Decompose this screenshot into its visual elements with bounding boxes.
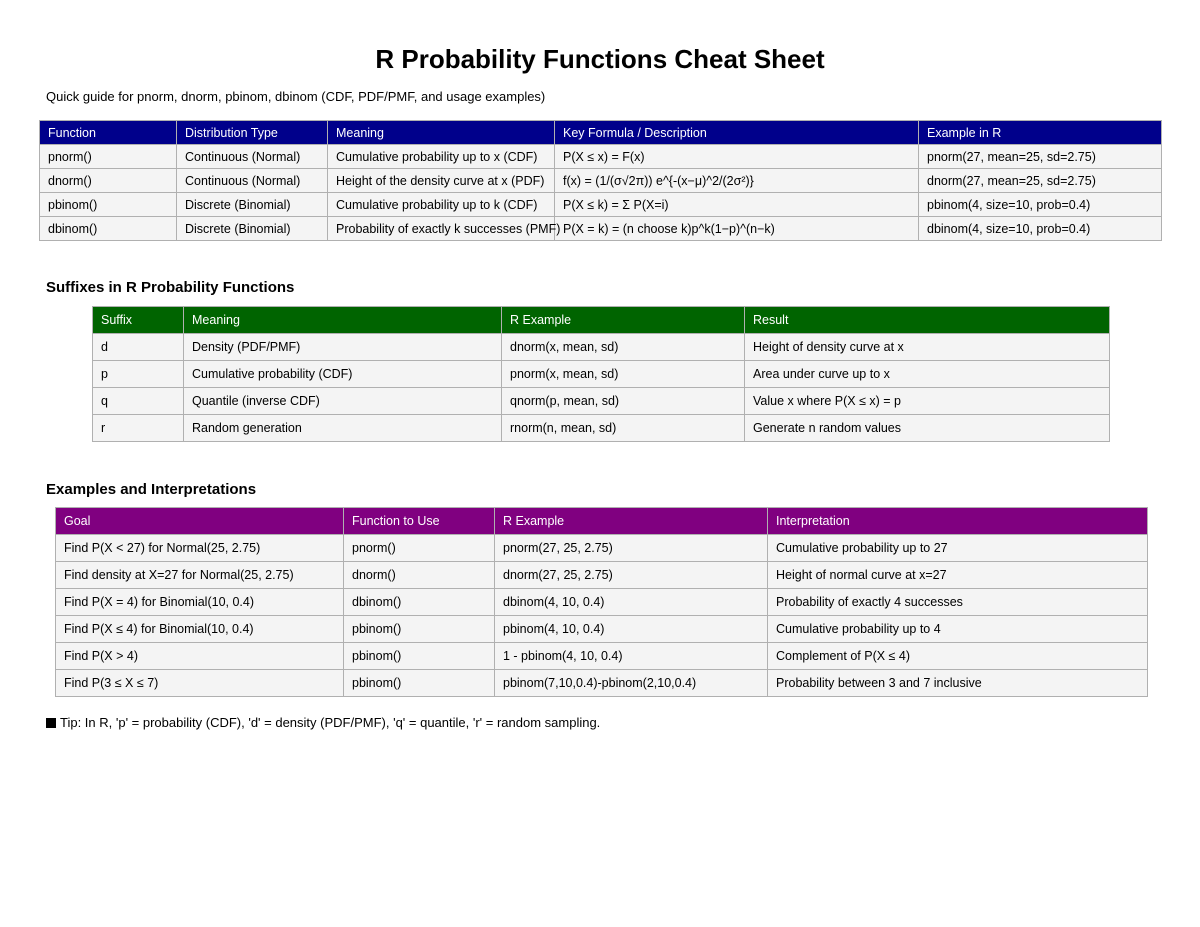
table-cell: Density (PDF/PMF) (184, 334, 502, 361)
header-cell: Key Formula / Description (555, 121, 919, 145)
table-cell: d (93, 334, 184, 361)
table-cell: Cumulative probability up to 27 (768, 535, 1148, 562)
table-row (93, 334, 1110, 361)
table-cell: Discrete (Binomial) (177, 217, 328, 241)
section-title-suffixes: Suffixes in R Probability Functions (46, 279, 295, 296)
table-cell: r (93, 415, 184, 442)
header-cell: Function (40, 121, 177, 145)
table-cell: Discrete (Binomial) (177, 193, 328, 217)
table-cell: Cumulative probability (CDF) (184, 361, 502, 388)
functions-header-row (40, 121, 1162, 145)
table-cell: Find density at X=27 for Normal(25, 2.75) (56, 562, 344, 589)
table-cell: rnorm(n, mean, sd) (502, 415, 745, 442)
table-cell: pnorm() (40, 145, 177, 169)
table-cell: Quantile (inverse CDF) (184, 388, 502, 415)
table-cell: Generate n random values (745, 415, 1110, 442)
header-cell: Meaning (184, 307, 502, 334)
table-row (56, 616, 1148, 643)
table-cell: Cumulative probability up to k (CDF) (328, 193, 555, 217)
table-cell: Find P(X = 4) for Binomial(10, 0.4) (56, 589, 344, 616)
table-cell: dnorm() (40, 169, 177, 193)
table-cell: dnorm() (344, 562, 495, 589)
table-cell: dbinom() (344, 589, 495, 616)
table-cell: dnorm(x, mean, sd) (502, 334, 745, 361)
table-cell: P(X ≤ k) = Σ P(X=i) (555, 193, 919, 217)
table-cell: pbinom(4, 10, 0.4) (495, 616, 768, 643)
table-row (93, 361, 1110, 388)
table-cell: f(x) = (1/(σ√2π)) e^{-(x−μ)^2/(2σ²)} (555, 169, 919, 193)
table-cell: Continuous (Normal) (177, 169, 328, 193)
table-cell: pbinom(7,10,0.4)-pbinom(2,10,0.4) (495, 670, 768, 697)
header-cell: Goal (56, 508, 344, 535)
table-cell: Cumulative probability up to 4 (768, 616, 1148, 643)
table-cell: Height of the density curve at x (PDF) (328, 169, 555, 193)
table-cell: Area under curve up to x (745, 361, 1110, 388)
table-cell: pnorm(27, mean=25, sd=2.75) (919, 145, 1162, 169)
table-row (56, 535, 1148, 562)
table-cell: Find P(3 ≤ X ≤ 7) (56, 670, 344, 697)
tip-text: Tip: In R, 'p' = probability (CDF), 'd' = density (PDF/PMF), 'q' = quantile, 'r' = random sampling. (60, 715, 601, 730)
table-cell: dbinom(4, size=10, prob=0.4) (919, 217, 1162, 241)
header-cell: Meaning (328, 121, 555, 145)
table-cell: qnorm(p, mean, sd) (502, 388, 745, 415)
table-cell: pnorm(x, mean, sd) (502, 361, 745, 388)
table-row (40, 169, 1162, 193)
table-cell: dbinom(4, 10, 0.4) (495, 589, 768, 616)
table-cell: dbinom() (40, 217, 177, 241)
table-cell: Height of density curve at x (745, 334, 1110, 361)
table-cell: Probability of exactly k successes (PMF) (328, 217, 555, 241)
table-cell: P(X = k) = (n choose k)p^k(1−p)^(n−k) (555, 217, 919, 241)
header-cell: Example in R (919, 121, 1162, 145)
table-cell: P(X ≤ x) = F(x) (555, 145, 919, 169)
table-cell: dnorm(27, 25, 2.75) (495, 562, 768, 589)
table-cell: 1 - pbinom(4, 10, 0.4) (495, 643, 768, 670)
header-cell: Suffix (93, 307, 184, 334)
table-row (56, 643, 1148, 670)
table-cell: pbinom() (344, 616, 495, 643)
table-row (93, 388, 1110, 415)
table-cell: pbinom() (40, 193, 177, 217)
table-cell: pnorm(27, 25, 2.75) (495, 535, 768, 562)
table-cell: Find P(X ≤ 4) for Binomial(10, 0.4) (56, 616, 344, 643)
table-cell: Random generation (184, 415, 502, 442)
table-row (40, 145, 1162, 169)
table-cell: Probability of exactly 4 successes (768, 589, 1148, 616)
table-cell: pnorm() (344, 535, 495, 562)
header-cell: Result (745, 307, 1110, 334)
table-row (40, 193, 1162, 217)
header-cell: R Example (495, 508, 768, 535)
page-subtitle: Quick guide for pnorm, dnorm, pbinom, dbinom (CDF, PDF/PMF, and usage examples) (46, 89, 546, 104)
header-cell: Interpretation (768, 508, 1148, 535)
table-cell: dnorm(27, mean=25, sd=2.75) (919, 169, 1162, 193)
square-bullet-icon (46, 718, 56, 728)
table-cell: pbinom() (344, 643, 495, 670)
table-cell: pbinom() (344, 670, 495, 697)
examples-table (55, 507, 1148, 697)
examples-header-row (56, 508, 1148, 535)
table-cell: Probability between 3 and 7 inclusive (768, 670, 1148, 697)
suffixes-header-row (93, 307, 1110, 334)
table-cell: Cumulative probability up to x (CDF) (328, 145, 555, 169)
table-row (56, 589, 1148, 616)
page-title: R Probability Functions Cheat Sheet (375, 44, 825, 74)
section-title-examples: Examples and Interpretations (46, 481, 257, 498)
table-row (93, 415, 1110, 442)
suffixes-table (92, 306, 1110, 442)
header-cell: Function to Use (344, 508, 495, 535)
table-cell: pbinom(4, size=10, prob=0.4) (919, 193, 1162, 217)
table-cell: q (93, 388, 184, 415)
table-cell: Value x where P(X ≤ x) = p (745, 388, 1110, 415)
table-row (40, 217, 1162, 241)
table-cell: Complement of P(X ≤ 4) (768, 643, 1148, 670)
header-cell: Distribution Type (177, 121, 328, 145)
table-cell: Height of normal curve at x=27 (768, 562, 1148, 589)
table-cell: Find P(X < 27) for Normal(25, 2.75) (56, 535, 344, 562)
table-row (56, 670, 1148, 697)
header-cell: R Example (502, 307, 745, 334)
table-cell: Find P(X > 4) (56, 643, 344, 670)
table-cell: Continuous (Normal) (177, 145, 328, 169)
tip-note (46, 715, 600, 730)
table-row (56, 562, 1148, 589)
table-cell: p (93, 361, 184, 388)
functions-table (39, 120, 1162, 241)
